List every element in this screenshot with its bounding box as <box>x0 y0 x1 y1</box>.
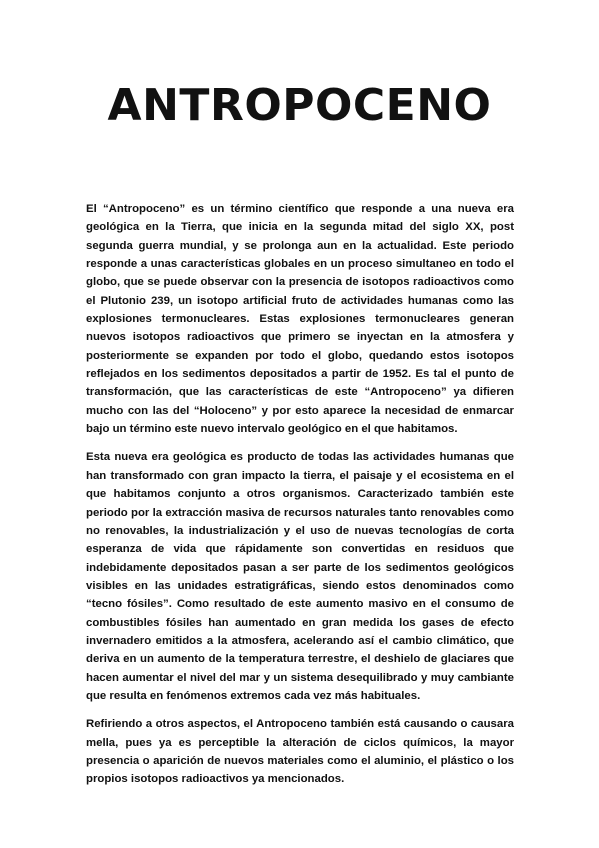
paragraph-3: Refiriendo a otros aspectos, el Antropoceno también está causando o causara mella, pues ya es perceptible la alteración de ciclos químicos, la mayor presencia o aparición de nuevos materiales como el aluminio, el plástico o los propios isotopos radioactivos ya mencionados. <box>86 718 514 786</box>
page-title: ANTROPOCENO <box>107 80 492 131</box>
paragraph-1: El “Antropoceno” es un término científico que responde a una nueva era geológica en la Tierra, que inicia en la segunda mitad del siglo XX, post segunda guerra mundial, y se prolonga aun en la actualidad. Este periodo responde a unas características globales en un proceso simultaneo en todo el globo, que se puede observar con la presencia de isotopos radioactivos como el Plutonio 239, un isotopo artificial fruto de actividades humanas como las explosiones termonucleares. Estas explosiones termonucleares generan nuevos isotopos radioactivos que primero se inyectan en la atmosfera y posteriormente se expanden por todo el globo, quedando estos isotopos reflejados en los sedimentos depositados a partir de 1952. Es tal el punto de transformación, que las características de este “Antropoceno” ya difieren mucho con las del “Holoceno” y por esto aparece la necesidad de enmarcar bajo un término este nuevo intervalo geológico en el que habitamos. <box>86 203 514 436</box>
paragraph-2: Esta nueva era geológica es producto de todas las actividades humanas que han transformado con gran impacto la tierra, el paisaje y el ecosistema en el que habitamos conjunto a otros organismos. Caracterizado también este periodo por la extracción masiva de recursos naturales tanto renovables como no renovables, la industrialización y el uso de nuevas tecnologías de corta esperanza de vida que rápidamente son convertidas en residuos que indebidamente depositados pasan a ser parte de los sedimentos geológicos visibles en las unidades estratigráficas, siendo estos denominados como “tecno fósiles”. Como resultado de este aumento masivo en el consumo de combustibles fósiles han aumentado en gran medida los gases de efecto invernadero emitidos a la atmosfera, acelerando así el cambio climático, que deriva en un aumento de la temperatura terrestre, el deshielo de glaciares que hacen aumentar el nivel del mar y un sistema desequilibrado y muy cambiante que resulta en fenómenos extremos cada vez más habituales. <box>86 451 514 702</box>
document-body <box>86 200 514 799</box>
